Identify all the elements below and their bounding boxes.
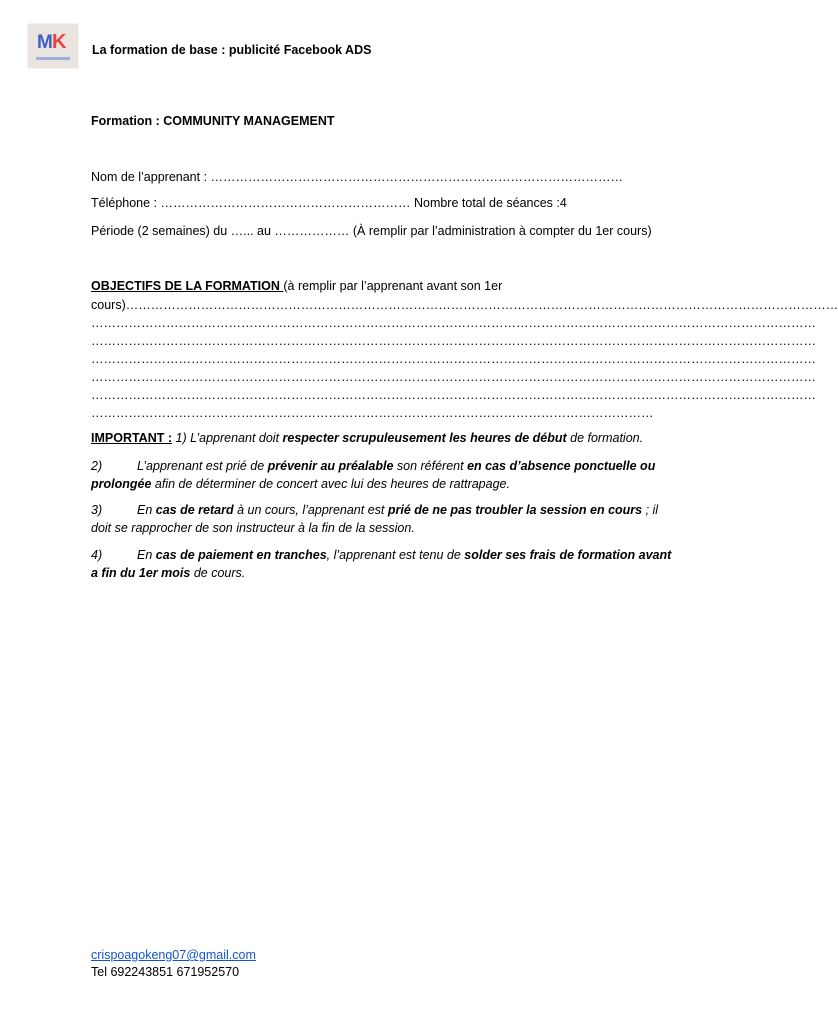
rule-emphasis: cas de retard	[155, 503, 234, 517]
logo-tagline-bar	[36, 57, 70, 60]
rule-number: 3)	[91, 503, 103, 517]
objectifs-dot-line: ………………………………………………………………………………………………………………………	[91, 406, 654, 420]
footer-email-link[interactable]: crispoagokeng07@gmail.com	[91, 948, 256, 962]
objectifs-dot-line: …………………………………………………………………………………………………………………………………………………………	[91, 334, 816, 348]
rule-emphasis: solder ses frais de formation avant a fin du 1er mois	[91, 548, 672, 580]
important-rule-2	[91, 457, 681, 493]
rule-text: de formation.	[566, 431, 644, 445]
important-label: IMPORTANT :	[91, 431, 173, 445]
rule-number: 4)	[91, 548, 103, 562]
logo-letter-k: K	[52, 31, 67, 53]
footer-telephone: Tel 692243851 671952570	[91, 965, 240, 979]
rule-emphasis: prié de ne pas troubler la session en cours	[387, 503, 643, 517]
rule-number: 2)	[91, 459, 103, 473]
header-title: La formation de base : publicité Facebook ADS	[92, 43, 372, 57]
rule-text: 1) L’apprenant doit	[172, 431, 283, 445]
rule-emphasis: cas de paiement en tranches	[155, 548, 327, 562]
rule-text: ; il doit se rapprocher de son instructeur à la fin de la session.	[91, 503, 659, 535]
important-rule-3	[91, 501, 681, 537]
rule-text: En	[137, 548, 156, 562]
rule-text: son référent	[393, 459, 468, 473]
objectifs-dot-line: …………………………………………………………………………………………………………………………………………………………	[91, 388, 816, 402]
objectifs-dot-line: …………………………………………………………………………………………………………………………………………………………	[91, 352, 816, 366]
rule-emphasis: en cas d’absence ponctuelle ou prolongée	[91, 459, 656, 491]
objectifs-heading: OBJECTIFS DE LA FORMATION	[91, 279, 284, 293]
important-rule-4	[91, 546, 681, 582]
field-nom: Nom de l’apprenant : ………………………………………………………………………………………	[91, 170, 624, 184]
objectifs-heading-line	[91, 279, 502, 293]
logo-letter-m: M	[37, 32, 52, 53]
formation-title: Formation : COMMUNITY MANAGEMENT	[91, 114, 335, 128]
field-telephone: Téléphone : …………………………………………………… Nombre total de séances :4	[91, 196, 567, 210]
company-logo	[28, 24, 78, 68]
rule-text: En	[137, 503, 156, 517]
field-periode: Période (2 semaines) du …... au ……………… (À remplir par l’administration à compter du 1er cours)	[91, 224, 652, 238]
objectifs-line-1: cours)………………………………………………………………………………………………………………………………………………………	[91, 298, 838, 312]
rule-emphasis: respecter scrupuleusement les heures de début	[282, 431, 567, 445]
rule-text: afin de déterminer de concert avec lui des heures de rattrapage.	[151, 477, 510, 491]
rule-text: de cours.	[190, 566, 246, 580]
rule-emphasis: prévenir au préalable	[267, 459, 394, 473]
rule-text: à un cours, l’apprenant est	[233, 503, 388, 517]
objectifs-note: (à remplir par l’apprenant avant son 1er	[283, 279, 503, 293]
objectifs-dot-line: …………………………………………………………………………………………………………………………………………………………	[91, 316, 816, 330]
objectifs-dot-line: …………………………………………………………………………………………………………………………………………………………	[91, 370, 816, 384]
rule-text: L’apprenant est prié de	[137, 459, 268, 473]
rule-text: , l’apprenant est tenu de	[326, 548, 465, 562]
important-rule-1	[91, 429, 681, 447]
